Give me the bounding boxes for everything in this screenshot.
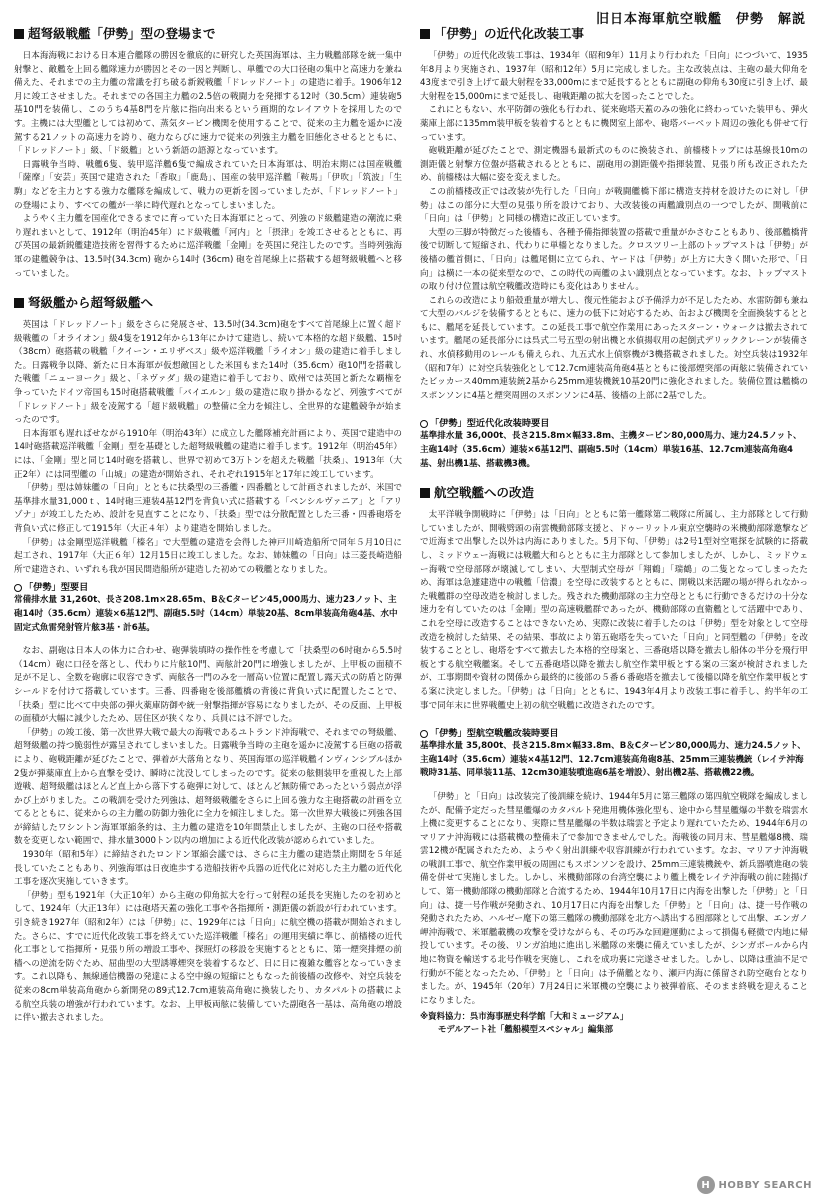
section-heading-modernization: 「伊勢」の近代化改装工事 bbox=[420, 26, 808, 42]
paragraph: 「伊勢」の近代化改装工事は、1934年（昭和9年）11月より行われた「日向」につづいて、1935年8月より実施され、1937年（昭和12年）5月に完成しました。主な改装点は、主砲の最大仰角を43度まで引き上げて最大射程を33,000mにまで延長するとともに副砲の仰角も30度に引き上げ、最大射程を15,000mにまで延長し、砲戦距離の拡大を図ったことでした。 bbox=[420, 51, 808, 102]
section-body-war-service bbox=[420, 791, 808, 1009]
section-heading-hybrid-conversion: 航空戦艦への改造 bbox=[420, 485, 808, 501]
paragraph: この前檣楼改正では改装が先行した「日向」が戦闘艦橋下部に構造支持材を設けたのに対し「伊勢」はこの部分に大型の見張り所を設けており、大改装後の両艦識別点の一つでしたが、開戦前に「日向」は「伊勢」と同様の構造に改正しています。 bbox=[420, 186, 808, 225]
credit-line: ※資料協力：呉市海事歴史科学館「大和ミュージアム」 bbox=[420, 1011, 629, 1022]
section-body-modernization bbox=[420, 50, 808, 403]
paragraph: 「伊勢」は金剛型巡洋戦艦「榛名」で大型艦の建造を会得した神戸川崎造船所で同年５月10日に起工され、1917年（大正６年）12月15日に竣工しました。なお、姉妹艦の「日向」は三菱長崎造船所で建造され、いずれも我が国民間造船所が建造した初めての戦艦となりました。 bbox=[14, 537, 403, 575]
square-bullet-icon bbox=[14, 298, 24, 308]
paragraph: 日本海軍も遅ればせながら1910年（明治43年）に成立した艦隊補充計画により、英国で建造中の14吋砲搭載巡洋戦艦「金剛」型を基礎とした超弩級戦艦の建造に着手します。1912年（明治45年）には、「金剛」型と同じ14吋砲を搭載し、世界で初めて3万トンを超えた戦艦「扶桑」、1913年（大正2年）には同型艦の「山城」の建造が開始され、それぞれ1915年と17年に竣工しています。 bbox=[14, 428, 402, 480]
paragraph: 英国は「ドレッドノート」級をさらに発展させ、13.5吋(34.3cm)砲をすべて首尾線上に置く超ド級戦艦の「オライオン」級4隻を1912年から13年にかけて建造し、続いて本格的な超ド級艦、15吋（38cm）砲搭載の戦艦「クイーン・エリザベス」級や巡洋戦艦「ライオン」級の建造に着手しました。日露戦争以降、新たに日本海軍が仮想敵国とした米国もまた14吋（35.6cm）砲10門を搭載した戦艦「ニューヨーク」級と、「ネヴァダ」級の建造に着手しており、欧州では英国と新たな覇権を争っていたドイツ帝国も15吋砲搭載戦艦「バイエルン」級の建造に取り掛かるなど、列強すべてが「ドレッドノート」級を凌駕する「超ド級戦艦」の整備に全力を傾注し、全世界的な建艦競争が始まったのです。 bbox=[14, 320, 402, 426]
paragraph: 1930年（昭和5年）に締結されたロンドン軍縮会議では、さらに主力艦の建造禁止期間を５年延長していたこともあり、列強海軍は日夜進歩する造船技術や兵器の近代化に対応した主力艦の近代化工事を逐次実施していきます。 bbox=[14, 850, 402, 888]
paragraph: 日本海海戦における日本連合艦隊の勝因を徹底的に研究した英国海軍は、主力戦艦部隊を統一集中射撃と、敵艦を上回る艦隊速力が勝因とその一因と判断し、単艦での大口径砲の集中と高速力を兼ね備えた、それまでの主力艦の常識を打ち破る新鋭戦艦「ドレッドノート」の建造に着手。1906年12月に竣工させました。それまでの各国主力艦の2.5倍の戦闘力を発揮する12吋（30.5cm）連装砲5基10門を装備し、このうち4基8門を片舷に指向出来るという画期的なレイアウトを採用したのです。主機には大型艦としては初めて、蒸気タービン機関を使用することで、従来の主力艦を遥かに凌駕する21ノットの高速力を誇り、砲力ならびに速力で従来の列強主力艦を旧態化させるとともに、「ドレッドノート」級、「ド級艦」という新語の語源となっています。 bbox=[14, 51, 402, 157]
section-body-hybrid-conversion bbox=[420, 509, 808, 713]
paragraph: これにともない、水平防御の強化も行われ、従来砲塔天蓋のみの強化に終わっていた装甲も、弾火薬庫上部に135mm装甲板を装着するとともに機関室上部や、砲塔バーベット周辺の強化も併せて行っています。 bbox=[420, 105, 808, 143]
page-title: 旧日本海軍航空戦艦 伊勢 解説 bbox=[595, 12, 806, 27]
spec-heading-hybrid: 「伊勢」型航空戦艦改装時要目 bbox=[420, 727, 808, 740]
paragraph: これらの改造により船殻重量が増大し、復元性能および予備浮力が不足したため、水雷防御も兼ねて大型のバルジを装備するとともに、速力の低下に対応するため、缶および機関を全面換装するとともに、艦尾を延長しています。この延長工事で航空作業用にあったスターン・ウォークは撤去されています。艦尾の延長部分には呉式二号五型の射出機と水偵揚収用の起倒式デリッククレーンが装備され、水偵移動用のレールも備えられ、九五式水上偵察機が3機搭載されました。対空兵装は1932年（昭和7年）に対空兵装強化として12.7cm連装高角砲4基とともに後部煙突部の両舷に装備されていたビッカース40mm連装銃2基から25mm連装機銃10基20門に強化されました。装備位置は艦橋のスポンソンに4基と煙突周囲のスポンソンに4基、後檣の上部に2基でした。 bbox=[420, 295, 808, 401]
paragraph: 「伊勢」と「日向」は改装完了後訓練を続け、1944年5月に第三艦隊の第四航空戦隊を編成しましたが、配備予定だった彗星艦爆のカタパルト発進用機体強化型も、途中から彗星艦爆の半数を瑞雲水上機に変更することになり、実際に彗星艦爆の半数は瑞雲と予定より遅れていたため、1944年6月のマリアナ沖海戦には搭載機の整備未了で参加できませんでした。海戦後の同月末、彗星艦爆8機、瑞雲12機が配属されたため、ようやく射出訓練や収容訓練が行われています。なお、マリアナ沖海戦の戦訓工事で、航空作業甲板の周囲にもスポンソンを設け、25mm三連装機銃や、新兵器噴進砲の装備を併せて実施しました。しかし、米機動部隊の台湾空襲により艦上機をレイテ沖海戦の前に陸揚げして、第一機動部隊の機動部隊と合流するため、1944年10月17日に内海を出撃した「伊勢」と「日向」は、捷一号作戦が発動され、10月17日に内海を出撃した「伊勢」と「日向」は、捷一号作戦の発動されたため、ハルゼー麾下の第三艦隊の機動部隊を北方へ誘出する囮部隊として出撃、エンガノ岬沖海戦で、米軍艦載機の攻撃を受けながらも、その巧みな回避運動によって損傷も軽微で内地に帰投しています。その後、リンガ泊地に進出し米艦隊の来襲に備えていましたが、シンガポールから内地に物資を輸送する北号作戦を実施し、これを成功裏に完遂させました。しかし、以降は重油不足で行動が不能となったため、「伊勢」と「日向」は予備艦となり、瀬戸内海に係留され防空砲台となりました。が、1945年（20年）7月24日に米軍機の空襲により被弾着底、そのまま終戦を迎えることになりました。 bbox=[420, 791, 808, 1006]
spec-heading-ise: 「伊勢」型要目 bbox=[14, 581, 402, 594]
spec-body-hybrid: 基準排水量 35,800t、長さ215.8m×幅33.8m、B＆Cタービン80,000馬力、速力24.5ノット、主砲14吋（35.6cm）連装×4基12門、12.7cm連装高角砲8基、25mm三連装機銃（レイテ沖海戦時31基、同単装11基、12cm30連装噴進砲6基を増設）、射出機2基、搭載機22機。 bbox=[420, 741, 806, 779]
circle-bullet-icon bbox=[14, 584, 22, 592]
right-column bbox=[420, 22, 808, 1035]
watermark bbox=[697, 1176, 812, 1194]
circle-bullet-icon bbox=[420, 730, 428, 738]
spec-body-ise: 常備排水量 31,260t、長さ208.1m×28.65m、B＆Cタービン45,000馬力、速力23ノット、主砲14吋（35.6cm）連装×6基12門、副砲5.5吋（14cm）単装20基、8cm単装高角砲4基、水中固定式魚雷発射管片舷3基・計6基。 bbox=[14, 595, 398, 633]
square-bullet-icon bbox=[14, 29, 24, 39]
spec-body-modernized: 基準排水量 36,000t、長さ215.8m×幅33.8m、主機タービン80,000馬力、速力24.5ノット、主砲14吋（35.6cm）連装×6基12門、副砲5.5吋（14cm）単装16基、12.7cm連装高角砲4基、射出機1基、搭載機3機。 bbox=[420, 431, 802, 469]
spec-heading-modernized: 「伊勢」型近代化改装時要目 bbox=[420, 417, 808, 430]
section-body-modernization-history bbox=[14, 645, 402, 1026]
paragraph: 砲戦距離が延びたことで、測定機器も最新式のものに換装され、前檣楼トップには基線長10mの測距儀と射撃方位盤が搭載されるとともに、副砲用の測距儀や指揮装置、見張り所も改正されたため、前檣楼は大幅に姿を変えました。 bbox=[420, 146, 808, 184]
credit-line: モデルアート社「艦船模型スペシャル」編集部 bbox=[438, 1023, 614, 1034]
paragraph: 日露戦争当時、戦艦6隻、装甲巡洋艦6隻で編成されていた日本海軍は、明治末期には国産戦艦「薩摩」「安芸」英国で建造された「香取」「鹿島」、国産の装甲巡洋艦「鞍馬」「伊吹」「筑波」「生駒」などを主力とする強力な艦隊を編成して、戦力の更新を図っていましたが、「ドレッドノート」の登場により、すべての艦が一挙に時代遅れとなってしまいました。 bbox=[14, 159, 402, 211]
square-bullet-icon bbox=[420, 29, 430, 39]
section-heading-origins: 超弩級戦艦「伊勢」型の登場まで bbox=[14, 26, 402, 42]
section-body-dreadnought bbox=[14, 319, 402, 577]
section-heading-dreadnought: 弩級艦から超弩級艦へ bbox=[14, 295, 402, 311]
paragraph: 「伊勢」型も1921年（大正10年）から主砲の仰角拡大を行って射程の延長を実施したのを初めとして、1924年（大正13年）には砲塔天蓋の強化工事や各指揮所・測距儀の新設が行われています。引き続き1927年（昭和2年）には「伊勢」に、1929年には「日向」に航空機の搭載が開始されました。さらに、すでに近代化改装工事を終えていた巡洋戦艦「榛名」の運用実績に準じ、前檣楼の近代化工事として指揮所・見張り所の増設工事や、探照灯の移設を実施するとともに、第一煙突排煙の前檣への逆流を防ぐため、屈曲型の大型誘導煙突を装着するなど、日に日に複雑な艦容となっていきます。これ以降も、無線通信機器の発達による空中線の短縮にともなった前後檣の改修や、対空兵装を従来の8cm単装高角砲から新開発の89式12.7cm連装高角砲に換装したり、カタパルトの搭載による航空兵装の増強が行われています。なお、上甲板両舷に装備していた副砲各一基は、高角砲の増設に伴い撤去されました。 bbox=[14, 890, 402, 1024]
paragraph: なお、副砲は日本人の体力に合わせ、砲弾装填時の操作性を考慮して「扶桑型の6吋砲から5.5吋（14cm）砲に口径を落とし、代わりに片舷10門、両舷計20門に増強しましたが、上甲板の面積不足が不足し、全数を砲廓に収容できず、両舷各一門のみを一層高い位置に配置し露天式の防盾と防弾シールドを付けて搭載しています。三番、四番砲を後部艦橋の背後に背負い式に配置したことで、「扶桑」型に比べて中央部の弾火薬庫防御や統一射撃指揮が容易になりましたが、その反面、上甲板の面積が大幅に減少したため、居住区が狭くなり、兵員には不評でした。 bbox=[14, 646, 402, 725]
paragraph: 「伊勢」型は姉妹艦の「日向」とともに扶桑型の三番艦・四番艦として計画されましたが、米国で基準排水量31,000ｔ、14吋砲三連装4基12門を背負い式に搭載する「ペンシルヴァニア」と「アリゾナ」が竣工したため、設計を見直すことになり、「扶桑」型では分散配置とした三番・四番砲塔を背負い式に修正して1915年（大正４年）より建造を開始しました。 bbox=[14, 483, 402, 534]
watermark-text: HOBBY SEARCH bbox=[718, 1179, 812, 1191]
paragraph: ようやく主力艦を国産化できるまでに育っていた日本海軍にとって、列強のド級艦建造の潮流に乗り遅れまいとして、1912年（明治45年）にド級戦艦「河内」と「摂津」を竣工させるとともに、再び英国の最新鋭艦建造技術を習得するために巡洋戦艦「金剛」を英国に発注したのです。当時列強海軍の建艦競争は、13.5吋(34.3cm) 砲から14吋 (36cm) 砲を首尾線上に搭載する超弩級戦艦へと移っていました。 bbox=[14, 214, 402, 279]
paragraph: 大型の三脚が特徴だった後檣も、各種予備指揮装置の搭載で重量がかさむこともあり、後部艦橋背後で切断して短縮され、代わりに単檣となりました。クロスツリー上部のトップマストは「伊勢」が後檣の艦首側に、「日向」は艦尾側に立てられ、ヤードは「伊勢」が上方に大きく開いた形で、「日向」は横に一本の従来型なので、この時代の両艦のよい識別点となっています。なお、トップマストの取り付け位置は航空戦艦改造時にも変化はありません。 bbox=[420, 227, 808, 293]
square-bullet-icon bbox=[420, 488, 430, 498]
left-column bbox=[14, 22, 402, 1026]
circle-bullet-icon bbox=[420, 420, 428, 428]
hobby-search-logo-icon: H bbox=[697, 1176, 715, 1194]
section-body-origins bbox=[14, 50, 402, 281]
credits bbox=[420, 1010, 808, 1035]
paragraph: 「伊勢」の竣工後、第一次世界大戦で最大の海戦であるユトランド沖海戦で、それまでの弩級艦、超弩級艦の持つ脆弱性が露呈されてしまいました。日露戦争当時の主砲を遥かに凌駕する巨砲の搭載により、砲戦距離が延びたことで、弾着が大落角となり、英国海軍の巡洋戦艦インヴィンシブルほか2隻が弾薬庫直上から直撃を受け、瞬時に沈没してしまったのです。従来の舷側装甲を重視した上部遊戦、超弩級艦はほとんど直上から落下する砲弾に対して、ほとんど無防備であったという弱点が浮かび上がりました。この戦訓を受けた列強は、超弩級戦艦をさらに上回る強力な主砲搭載の計画を立てるとともに、従来からの主力艦の防御力強化に全力を傾注しました。第一次世界大戦後に列強各国が締結したワシントン海軍軍縮条約は、主力艦の建造を10年間禁止しましたが、主砲の口径や搭載数を変更しない範囲で、排水量3000トン以内の増加による近代化改装が認められていました。 bbox=[14, 727, 402, 847]
paragraph: 太平洋戦争開戦時に「伊勢」は「日向」とともに第一艦隊第二戦隊に所属し、主力部隊として行動していましたが、開戦劈頭の南雲機動部隊支援と、ドゥーリットル東京空襲時の米機動部隊邀撃などで近海まで出撃した以外は内海にありました。5月下旬、「伊勢」は2号1型対空電探を試験的に搭載し、ミッドウェー海戦には戦艦大和らとともに主力部隊として参加しましたが、しかし、ミッドウェー海戦で空母部隊が壊滅してしまい、大型制式空母が「翔鶴」「瑞鶴」の二隻となってしまったため、海軍は急遽建造中の戦艦「信濃」を空母に改装するとともに、開戦以来活躍の場が得られなかった戦艦群の空母改造を検討しました。残された機動部隊の主力空母とともに行動できるだけの十分な速力を有していたのは「金剛」型の高速戦艦群であったが、機動部隊の直衛艦として活躍中であり、これを空母に改造することはできないため、実際に改装に着手したのは「伊勢」型を対象として空母改造を検討した結果、その結果、事故により第五砲塔を失っていた「日向」と同型艦の「伊勢」を改装することとし、砲塔をすべて撤去した本格的空母案と、三番砲塔以降を撤去し船体の半分を飛行甲板とする航空戦艦案。そして五番砲塔以降を撤去し航空作業甲板とする案の三案が検討されましたが、工事期間や資材の関係から最終的に後部の５番６番砲塔を撤去して後檣以降を航空作業甲板とする案に決定しました。「伊勢」は「日向」とともに、1943年4月より改装工事に着手し、約半年の工事で同年末に世界戦艦史上初の航空戦艦に改造されたのです。 bbox=[420, 510, 808, 711]
